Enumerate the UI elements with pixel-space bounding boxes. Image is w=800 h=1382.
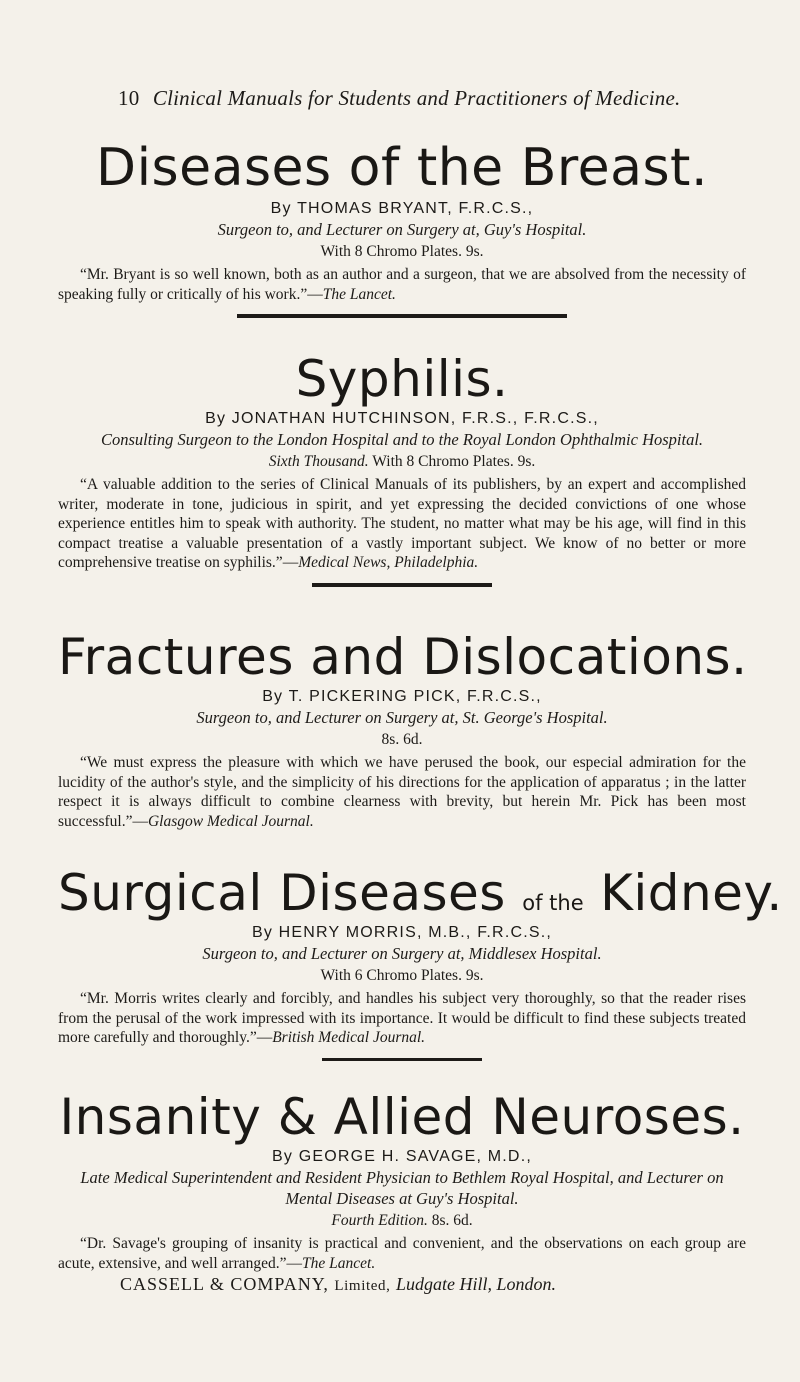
plates-price: With 8 Chromo Plates. 9s. [372, 453, 536, 470]
publisher-limited: Limited, [334, 1278, 391, 1294]
edition: Sixth Thousand. [268, 453, 369, 470]
review-source: British Medical Journal. [272, 1029, 426, 1046]
author-position: Surgeon to, and Lecturer on Surgery at, Guy's Hospital. [217, 220, 587, 239]
author-position: Late Medical Superintendent and Resident Physician to Bethlem Royal Hospital, and Lecturer on Mental Diseases at Guy's Hospital. [80, 1168, 724, 1208]
price: 8s. 6d. [381, 731, 423, 748]
plates-price: With 8 Chromo Plates. 9s. [320, 243, 484, 260]
book-author: By THOMAS BRYANT, F.R.C.S., [270, 200, 534, 217]
plates-price: With 6 Chromo Plates. 9s. [320, 967, 484, 984]
review-quote [58, 989, 746, 1048]
review-quote [58, 1234, 746, 1273]
title-part: Kidney. [600, 864, 783, 922]
review-source: The Lancet. [302, 1254, 376, 1272]
entry-diseases-of-the-breast [58, 138, 746, 318]
book-author: By T. PICKERING PICK, F.R.C.S., [262, 688, 542, 705]
publisher-name: CASSELL & COMPANY, [120, 1274, 329, 1294]
review-source: The Lancet. [322, 285, 396, 303]
review-quote [58, 475, 746, 573]
divider-rule [312, 583, 492, 587]
title-connector: of the [522, 891, 584, 915]
entry-fractures-and-dislocations [58, 628, 748, 831]
author-position: Surgeon to, and Lecturer on Surgery at, Middlesex Hospital. [202, 944, 602, 963]
review-quote [58, 753, 746, 831]
book-title: Fractures and Dislocations. [58, 628, 748, 686]
page-number: 10 [118, 86, 140, 110]
divider-rule [322, 1058, 482, 1061]
review-source: Glasgow Medical Journal. [147, 812, 314, 830]
entry-syphilis [58, 350, 746, 587]
book-title: Insanity & Allied Neuroses. [59, 1088, 745, 1146]
book-title: Diseases of the Breast. [96, 138, 708, 198]
review-text: “A valuable addition to the series of Clinical Manuals of its publishers, by an expert and accomplished writer, moderate in tone, judicious in spirit, and yet expressing the decided convictions of one whose experience entitles him to speak with authority. The student, no matter what may be his age, will find in this compact treatise a valuable presentation of a vastly important subject. We know of no better or more comprehensive treatise on syphilis.”— [58, 476, 746, 571]
title-part: Surgical Diseases [58, 864, 506, 922]
publisher-address: Ludgate Hill, London. [395, 1274, 556, 1294]
review-text: “We must express the pleasure with which we have perused the book, our especial admiration for the lucidity of the author's style, and the simplicity of his directions for the application of apparatus ; in the latter respect it is always difficult to combine clearness with brevity, but herein Mr. Pick has been most successful.”— [58, 754, 746, 830]
book-title: Syphilis. [295, 350, 509, 408]
price: 8s. 6d. [431, 1212, 473, 1229]
edition: Fourth Edition. [331, 1212, 428, 1229]
entry-surgical-diseases-of-the-kidney [58, 864, 783, 1061]
review-text: “Mr. Bryant is so well known, both as an author and a surgeon, that we are absolved from the necessity of speaking fully or critically of his work.”— [58, 266, 746, 303]
review-text: “Mr. Morris writes clearly and forcibly, and handles his subject very thoroughly, so that the reader rises from the perusal of the work impressed with its importance. It would be difficult to find these subjects treated more carefully and thoroughly.”— [58, 990, 746, 1046]
running-head-title: Clinical Manuals for Students and Practitioners of Medicine. [152, 86, 681, 110]
book-author: By HENRY MORRIS, M.B., F.R.C.S., [251, 924, 553, 941]
book-title [58, 864, 783, 922]
review-text: “Dr. Savage's grouping of insanity is practical and convenient, and the observations on each group are acute, extensive, and well arranged.”— [58, 1235, 746, 1272]
divider-rule [237, 314, 567, 318]
review-quote [58, 265, 746, 304]
publisher-imprint [58, 1274, 746, 1295]
edition-plates [58, 451, 746, 472]
review-source: Medical News, Philadelphia. [298, 554, 479, 571]
entry-insanity-and-allied-neuroses [58, 1088, 746, 1295]
edition-price [58, 1210, 746, 1231]
author-position: Consulting Surgeon to the London Hospital and to the Royal London Ophthalmic Hospital. [100, 430, 704, 449]
running-head [118, 86, 680, 111]
book-author: By GEORGE H. SAVAGE, M.D., [272, 1148, 532, 1165]
book-author: By JONATHAN HUTCHINSON, F.R.S., F.R.C.S., [205, 410, 599, 427]
author-position: Surgeon to, and Lecturer on Surgery at, St. George's Hospital. [196, 708, 608, 727]
